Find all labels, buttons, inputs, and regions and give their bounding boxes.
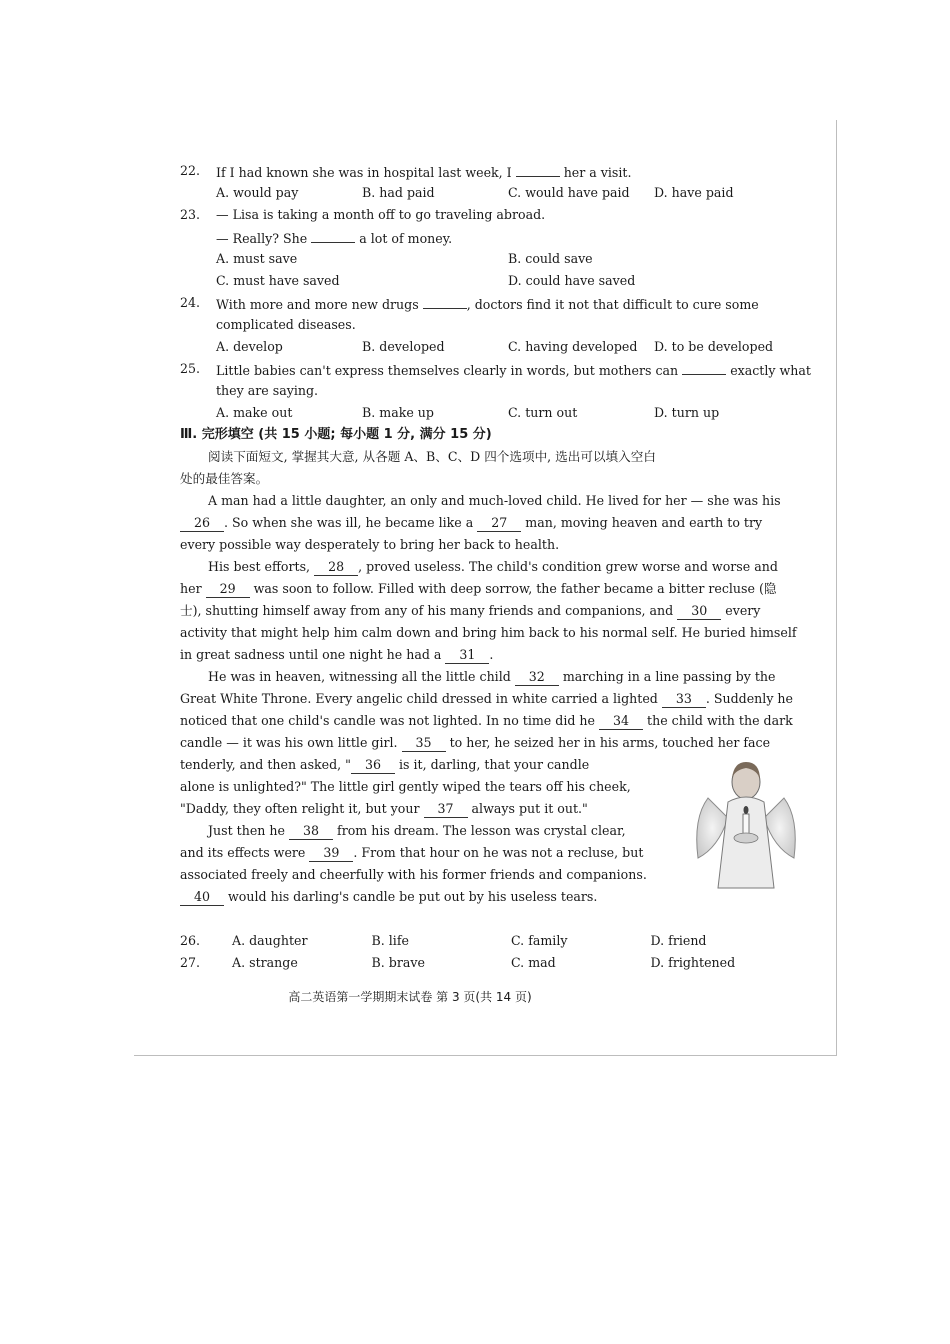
option-b[interactable]: B. life: [371, 933, 409, 948]
option-d[interactable]: D. to be developed: [654, 339, 774, 354]
option-d[interactable]: D. friend: [650, 933, 707, 948]
blank-37[interactable]: 37: [424, 801, 468, 818]
option-c[interactable]: C. must have saved: [216, 273, 340, 288]
passage-line: He was in heaven, witnessing all the little child 32 marching in a line passing by the: [208, 669, 776, 684]
passage-line: Great White Throne. Every angelic child dressed in white carried a lighted 33 . Suddenly he: [180, 691, 794, 706]
blank-36[interactable]: 36: [351, 757, 395, 774]
answer-options: [180, 930, 790, 974]
angel-girl-with-candle-icon: [688, 758, 804, 890]
section-instruction-cont: 处的最佳答案。: [180, 471, 269, 486]
blank-28[interactable]: 28: [314, 559, 358, 576]
answer-blank[interactable]: [516, 160, 560, 177]
option-b[interactable]: B. brave: [371, 955, 425, 970]
blank-29[interactable]: 29: [206, 581, 250, 598]
page-footer: 高二英语第一学期期末试卷 第 3 页(共 14 页): [288, 990, 532, 1004]
question-24-line2: complicated diseases.: [216, 317, 356, 332]
blank-39[interactable]: 39: [309, 845, 353, 862]
passage-line: candle — it was his own little girl. 35 to her, he seized her in his arms, touched her face: [180, 735, 771, 750]
question-23: 23. — Lisa is taking a month off to go traveling abroad.: [180, 207, 546, 222]
section-instruction: 阅读下面短文, 掌握其大意, 从各题 A、B、C、D 四个选项中, 选出可以填入空白: [208, 449, 656, 464]
option-b[interactable]: B. developed: [362, 339, 445, 354]
option-d[interactable]: D. have paid: [654, 185, 734, 200]
option-a[interactable]: A. make out: [216, 405, 293, 420]
scan-edge-right: [836, 120, 837, 1056]
blank-38[interactable]: 38: [289, 823, 333, 840]
option-b[interactable]: B. make up: [362, 405, 434, 420]
passage-line: noticed that one child's candle was not lighted. In no time did he 34 the child with the dark: [180, 713, 793, 728]
blank-34[interactable]: 34: [599, 713, 643, 730]
answer-blank[interactable]: [311, 226, 355, 243]
option-c[interactable]: C. family: [511, 933, 568, 948]
blank-27[interactable]: 27: [477, 515, 521, 532]
option-b[interactable]: B. had paid: [362, 185, 435, 200]
question-22: 22. If I had known she was in hospital last week, I her a visit.: [180, 160, 800, 182]
blank-30[interactable]: 30: [677, 603, 721, 620]
passage-line: 26 . So when she was ill, he became like a 27 man, moving heaven and earth to try: [180, 512, 800, 534]
scan-edge-bottom: [134, 1055, 836, 1056]
answer-blank[interactable]: [682, 358, 726, 375]
question-23-options: [180, 248, 800, 292]
option-b[interactable]: B. could save: [508, 251, 593, 266]
question-24: 24. With more and more new drugs , doctors find it not that difficult to cure some: [180, 292, 800, 314]
passage-line: 40 would his darling's candle be put out by his useless tears.: [180, 886, 800, 908]
question-25-line2: they are saying.: [216, 383, 319, 398]
passage-line: and its effects were 39 . From that hour on he was not a recluse, but: [180, 845, 644, 860]
answer-row-27: 27. A. strange B. brave C. mad D. frightened: [180, 952, 790, 974]
option-d[interactable]: D. turn up: [654, 405, 720, 420]
passage-line: her 29 was soon to follow. Filled with deep sorrow, the father became a bitter recluse (隐: [180, 581, 777, 596]
option-c[interactable]: C. turn out: [508, 405, 578, 420]
passage-line: His best efforts, 28 , proved useless. The child's condition grew worse and worse and: [208, 559, 778, 574]
passage-line: alone is unlighted?" The little girl gently wiped the tears off his cheek,: [180, 779, 631, 794]
option-a[interactable]: A. strange: [232, 955, 298, 970]
passage-line: activity that might help him calm down and bring him back to his normal self. He buried himself: [180, 625, 797, 640]
passage-line: associated freely and cheerfully with his former friends and companions.: [180, 867, 647, 882]
exam-page: [180, 160, 811, 908]
question-23-line2: — Really? She a lot of money.: [180, 226, 800, 248]
option-c[interactable]: C. having developed: [508, 339, 638, 354]
question-22-options: [180, 182, 800, 204]
option-a[interactable]: A. must save: [216, 251, 298, 266]
option-c[interactable]: C. mad: [511, 955, 556, 970]
passage-line: in great sadness until one night he had a 31 .: [180, 647, 494, 662]
answer-blank[interactable]: [423, 292, 467, 309]
passage-line: Just then he 38 from his dream. The lesson was crystal clear,: [208, 823, 626, 838]
question-25-options: [180, 402, 800, 424]
passage-line: A man had a little daughter, an only and much-loved child. He lived for her — she was his: [208, 493, 781, 508]
question-22-stem: If I had known she was in hospital last week, I her a visit.: [216, 160, 631, 182]
question-24-options: [180, 336, 800, 358]
question-25: 25. Little babies can't express themselves clearly in words, but mothers can exactly what: [180, 358, 800, 380]
option-c[interactable]: C. would have paid: [508, 185, 630, 200]
passage-line: "Daddy, they often relight it, but your 37 always put it out.": [180, 801, 588, 816]
option-d[interactable]: D. could have saved: [508, 273, 636, 288]
passage-line: 士), shutting himself away from any of his many friends and companions, and 30 every: [180, 603, 761, 618]
passage-line: tenderly, and then asked, " 36 is it, darling, that your candle: [180, 757, 590, 772]
blank-40[interactable]: 40: [180, 889, 224, 906]
section-title: Ⅲ. 完形填空 (共 15 小题; 每小题 1 分, 满分 15 分): [180, 427, 492, 442]
blank-32[interactable]: 32: [515, 669, 559, 686]
passage-line: every possible way desperately to bring her back to health.: [180, 537, 560, 552]
blank-26[interactable]: 26: [180, 515, 224, 532]
blank-33[interactable]: 33: [662, 691, 706, 708]
blank-35[interactable]: 35: [402, 735, 446, 752]
answer-row-26: 26. A. daughter B. life C. family D. friend: [180, 930, 790, 952]
option-a[interactable]: A. would pay: [216, 185, 299, 200]
option-d[interactable]: D. frightened: [650, 955, 736, 970]
option-a[interactable]: A. develop: [216, 339, 283, 354]
option-a[interactable]: A. daughter: [232, 933, 308, 948]
blank-31[interactable]: 31: [445, 647, 489, 664]
